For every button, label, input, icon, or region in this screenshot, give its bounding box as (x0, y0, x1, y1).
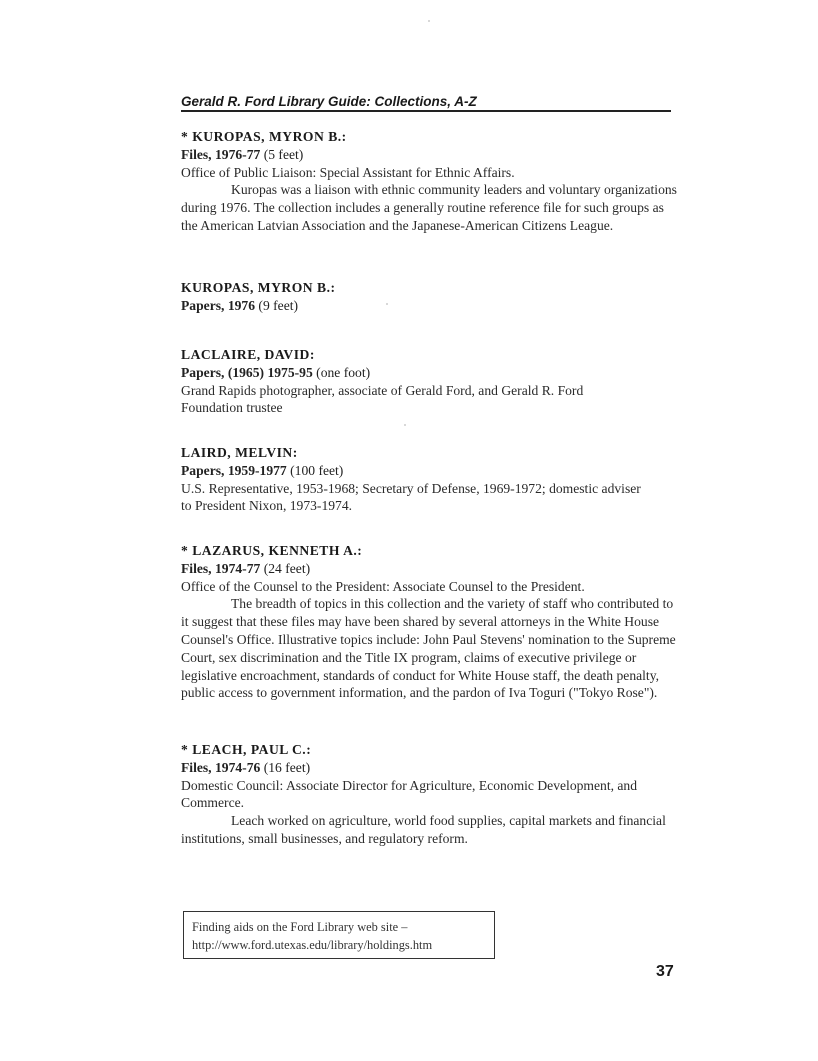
collection-entry (181, 279, 681, 315)
collection-entry (181, 346, 681, 417)
finding-aids-url: http://www.ford.utexas.edu/library/holdings.htm (192, 938, 433, 952)
entry-name: LAIRD, MELVIN: (181, 445, 298, 460)
entry-name: KUROPAS, MYRON B.: (181, 280, 336, 295)
entry-record-date: Files, 1974-77 (181, 560, 261, 576)
entry-name: * KUROPAS, MYRON B.: (181, 129, 347, 144)
entry-description: Office of Public Liaison: Special Assistant for Ethnic Affairs. (181, 164, 515, 180)
collection-entry (181, 444, 681, 515)
entry-record (181, 364, 681, 382)
entry-record-extent: (9 feet) (258, 297, 299, 313)
entry-name: * LAZARUS, KENNETH A.: (181, 543, 363, 558)
finding-aids-box (183, 911, 495, 959)
scan-speck (428, 20, 430, 22)
entry-name: * LEACH, PAUL C.: (181, 742, 312, 757)
entry-description: Office of the Counsel to the President: Associate Counsel to the President. (181, 578, 585, 594)
entry-record (181, 297, 681, 315)
entry-description: Grand Rapids photographer, associate of Gerald Ford, and Gerald R. Ford Foundation trustee (181, 382, 584, 416)
entry-description: U.S. Representative, 1953-1968; Secretary of Defense, 1969-1972; domestic adviser to President Nixon, 1973-1974. (181, 480, 641, 514)
entry-record-date: Papers, (1965) 1975-95 (181, 364, 313, 380)
entry-record-date: Papers, 1976 (181, 297, 256, 313)
page-header-title: Gerald R. Ford Library Guide: Collections, A-Z (181, 94, 671, 112)
entry-record-date: Files, 1976-77 (181, 146, 261, 162)
entry-record-extent: (one foot) (316, 364, 371, 380)
collection-entry (181, 128, 681, 235)
finding-aids-text: Finding aids on the Ford Library web site – (192, 920, 408, 934)
entry-name: LACLAIRE, DAVID: (181, 347, 315, 362)
entry-record (181, 560, 681, 578)
entry-record-extent: (5 feet) (263, 146, 304, 162)
collection-entry (181, 542, 681, 702)
scan-speck (404, 424, 406, 426)
entry-record-date: Files, 1974-76 (181, 759, 261, 775)
entry-record-extent: (16 feet) (263, 759, 311, 775)
entry-record (181, 759, 681, 777)
scan-speck (386, 303, 388, 305)
entry-record-extent: (24 feet) (263, 560, 311, 576)
page-number: 37 (656, 963, 674, 980)
entry-record (181, 146, 681, 164)
entry-narrative: The breadth of topics in this collection and the variety of staff who contributed to it suggest that these files may have been shared by several attorneys in the White House Counsel's Office. Illustrative topics include: John Paul Stevens' nomination to the Supreme Court, sex discrimination and the Title IX program, claims of executive privilege or legislative encroachment, standards of conduct for White House staff, the death penalty, public access to government information, and the pardon of Iva Toguri ("Tokyo Rose"). (181, 596, 676, 701)
entry-record-date: Papers, 1959-1977 (181, 462, 287, 478)
entry-record-extent: (100 feet) (290, 462, 344, 478)
entry-record (181, 462, 681, 480)
entry-narrative: Leach worked on agriculture, world food supplies, capital markets and financial institutions, small businesses, and regulatory reform. (181, 813, 666, 846)
collection-entry (181, 741, 681, 848)
entry-narrative: Kuropas was a liaison with ethnic community leaders and voluntary organizations during 1976. The collection includes a generally routine reference file for such groups as the American Latvian Association and the Japanese-American Citizens League. (181, 182, 677, 233)
entry-description: Domestic Council: Associate Director for Agriculture, Economic Development, and Commerce. (181, 777, 638, 811)
